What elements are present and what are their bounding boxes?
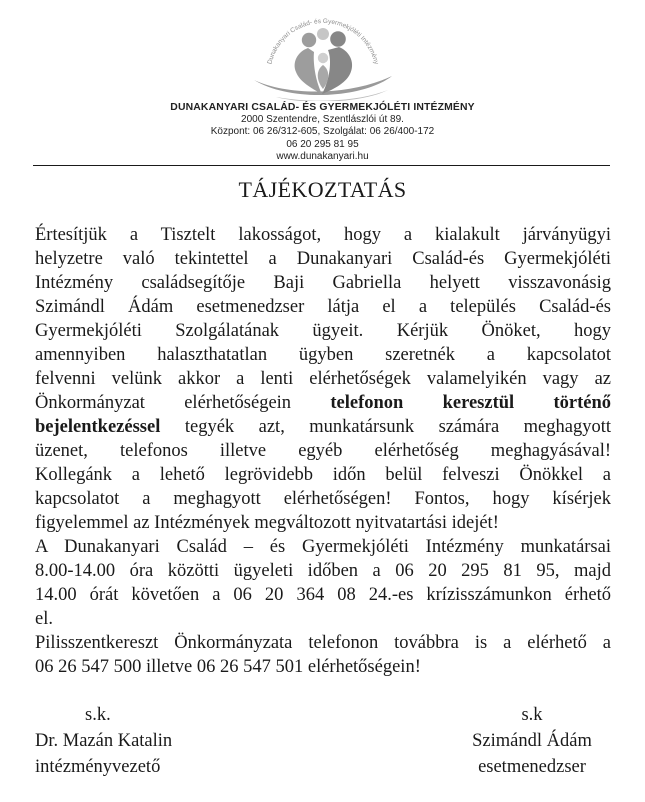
body-line — [35, 463, 611, 487]
body-text-run: Szimándl Ádám esetmenedzser látja el a település Család-és — [35, 297, 611, 317]
logo-right-head-icon — [330, 31, 346, 47]
logo-arc-text: Dunakanyari Család- és Gyermekjóléti Intézmény — [265, 17, 380, 66]
body-line — [35, 535, 611, 559]
body-text-run: Önkormányzat elérhetőségein — [35, 393, 331, 413]
body-line — [35, 655, 611, 679]
body-text-run: tegyék azt, munkatársunk számára meghagyott — [160, 417, 611, 437]
org-phones: Központ: 06 26/312-605, Szolgálat: 06 26/400-172 — [210, 126, 435, 138]
body-line — [35, 631, 611, 655]
body-line — [35, 247, 611, 271]
family-heart-logo-icon — [248, 4, 398, 101]
logo-middle-head-icon — [317, 28, 329, 40]
body-text-run: 8.00-14.00 óra közötti ügyeleti időben a 06 20 295 81 95, majd — [35, 561, 611, 581]
body-line — [35, 223, 611, 247]
body-text-run: üzenet, telefonos illetve egyéb elérhetőség meghagyásával! — [35, 441, 611, 461]
body-line — [35, 439, 611, 463]
body-text-run: 14.00 órát követően a 06 20 364 08 24.-es krízisszámunkon érhető — [35, 585, 611, 605]
body-line — [35, 391, 611, 415]
letterhead-divider — [33, 165, 610, 166]
logo-left-head-icon — [301, 33, 315, 47]
signature-left — [35, 702, 172, 780]
body-line — [35, 607, 611, 631]
body-line — [35, 295, 611, 319]
body-text-run: Gyermekjóléti Szolgálatának ügyeit. Kérjük Önöket, hogy — [35, 321, 611, 341]
body-line — [35, 487, 611, 511]
body-text-run: Kollegánk a lehető legrövidebb időn belül felveszi Önökkel a — [35, 465, 611, 485]
signature-right-role: esetmenedzser — [478, 757, 586, 777]
body-text-run: kapcsolatot a meghagyott elérhetőségen! Fontos, hogy kísérjek — [35, 489, 611, 509]
body-text-run: A Dunakanyari Család – és Gyermekjóléti Intézmény munkatársai — [35, 537, 611, 557]
body-text-run: figyelemmel az Intézmények megváltozott nyitvatartási idejét! — [35, 513, 499, 533]
body-text — [35, 223, 611, 679]
document-title: TÁJÉKOZTATÁS — [238, 177, 407, 202]
body-line — [35, 511, 611, 535]
body-text-run: amennyiben halaszthatatlan ügyben szeretnék a kapcsolatot — [35, 345, 611, 365]
body-text-run: 06 26 547 500 illetve 06 26 547 501 elérhetőségein! — [35, 657, 421, 677]
signature-left-sk: s.k. — [85, 705, 111, 725]
body-text-run: Értesítjük a Tisztelt lakosságot, hogy a kialakult járványügyi — [35, 225, 611, 245]
body-line — [35, 415, 611, 439]
body-line — [35, 583, 611, 607]
logo-child-head-icon — [317, 53, 327, 63]
signature-right — [462, 702, 602, 780]
signature-left-name: Dr. Mazán Katalin — [35, 731, 173, 751]
signature-right-name: Szimándl Ádám — [472, 731, 592, 751]
signature-right-sk: s.k — [521, 705, 543, 725]
body-text-run: Intézmény családsegítője Baji Gabriella helyett visszavonásig — [35, 273, 611, 293]
body-line — [35, 319, 611, 343]
body-text-bold: telefonon keresztül történő — [330, 393, 611, 413]
body-text-run: helyzetre való tekintettel a Dunakanyari Család-és Gyermekjóléti — [35, 249, 611, 269]
org-website: www.dunakanyari.hu — [276, 151, 369, 163]
org-logo — [248, 4, 398, 101]
logo-left-body-icon — [294, 48, 321, 94]
signature-left-role: intézményvezető — [35, 757, 161, 777]
body-text-run: el. — [35, 609, 53, 629]
body-text-bold: bejelentkezéssel — [35, 417, 161, 437]
body-text-run: Pilisszentkereszt Önkormányzata telefonon továbbra is a elérhető a — [35, 633, 611, 653]
signature-block — [35, 702, 602, 780]
body-line — [35, 367, 611, 391]
org-name: DUNAKANYARI CSALÁD- ÉS GYERMEKJÓLÉTI INTÉZMÉNY — [170, 102, 475, 113]
body-text-run: felvenni velünk akkor a lenti elérhetőségek valamelyikén vagy az — [35, 369, 611, 389]
org-mobile: 06 20 295 81 95 — [286, 138, 359, 150]
body-line — [35, 559, 611, 583]
org-address: 2000 Szentendre, Szentlászlói út 89. — [241, 114, 404, 125]
body-line — [35, 271, 611, 295]
letterhead — [0, 101, 645, 164]
body-line — [35, 343, 611, 367]
